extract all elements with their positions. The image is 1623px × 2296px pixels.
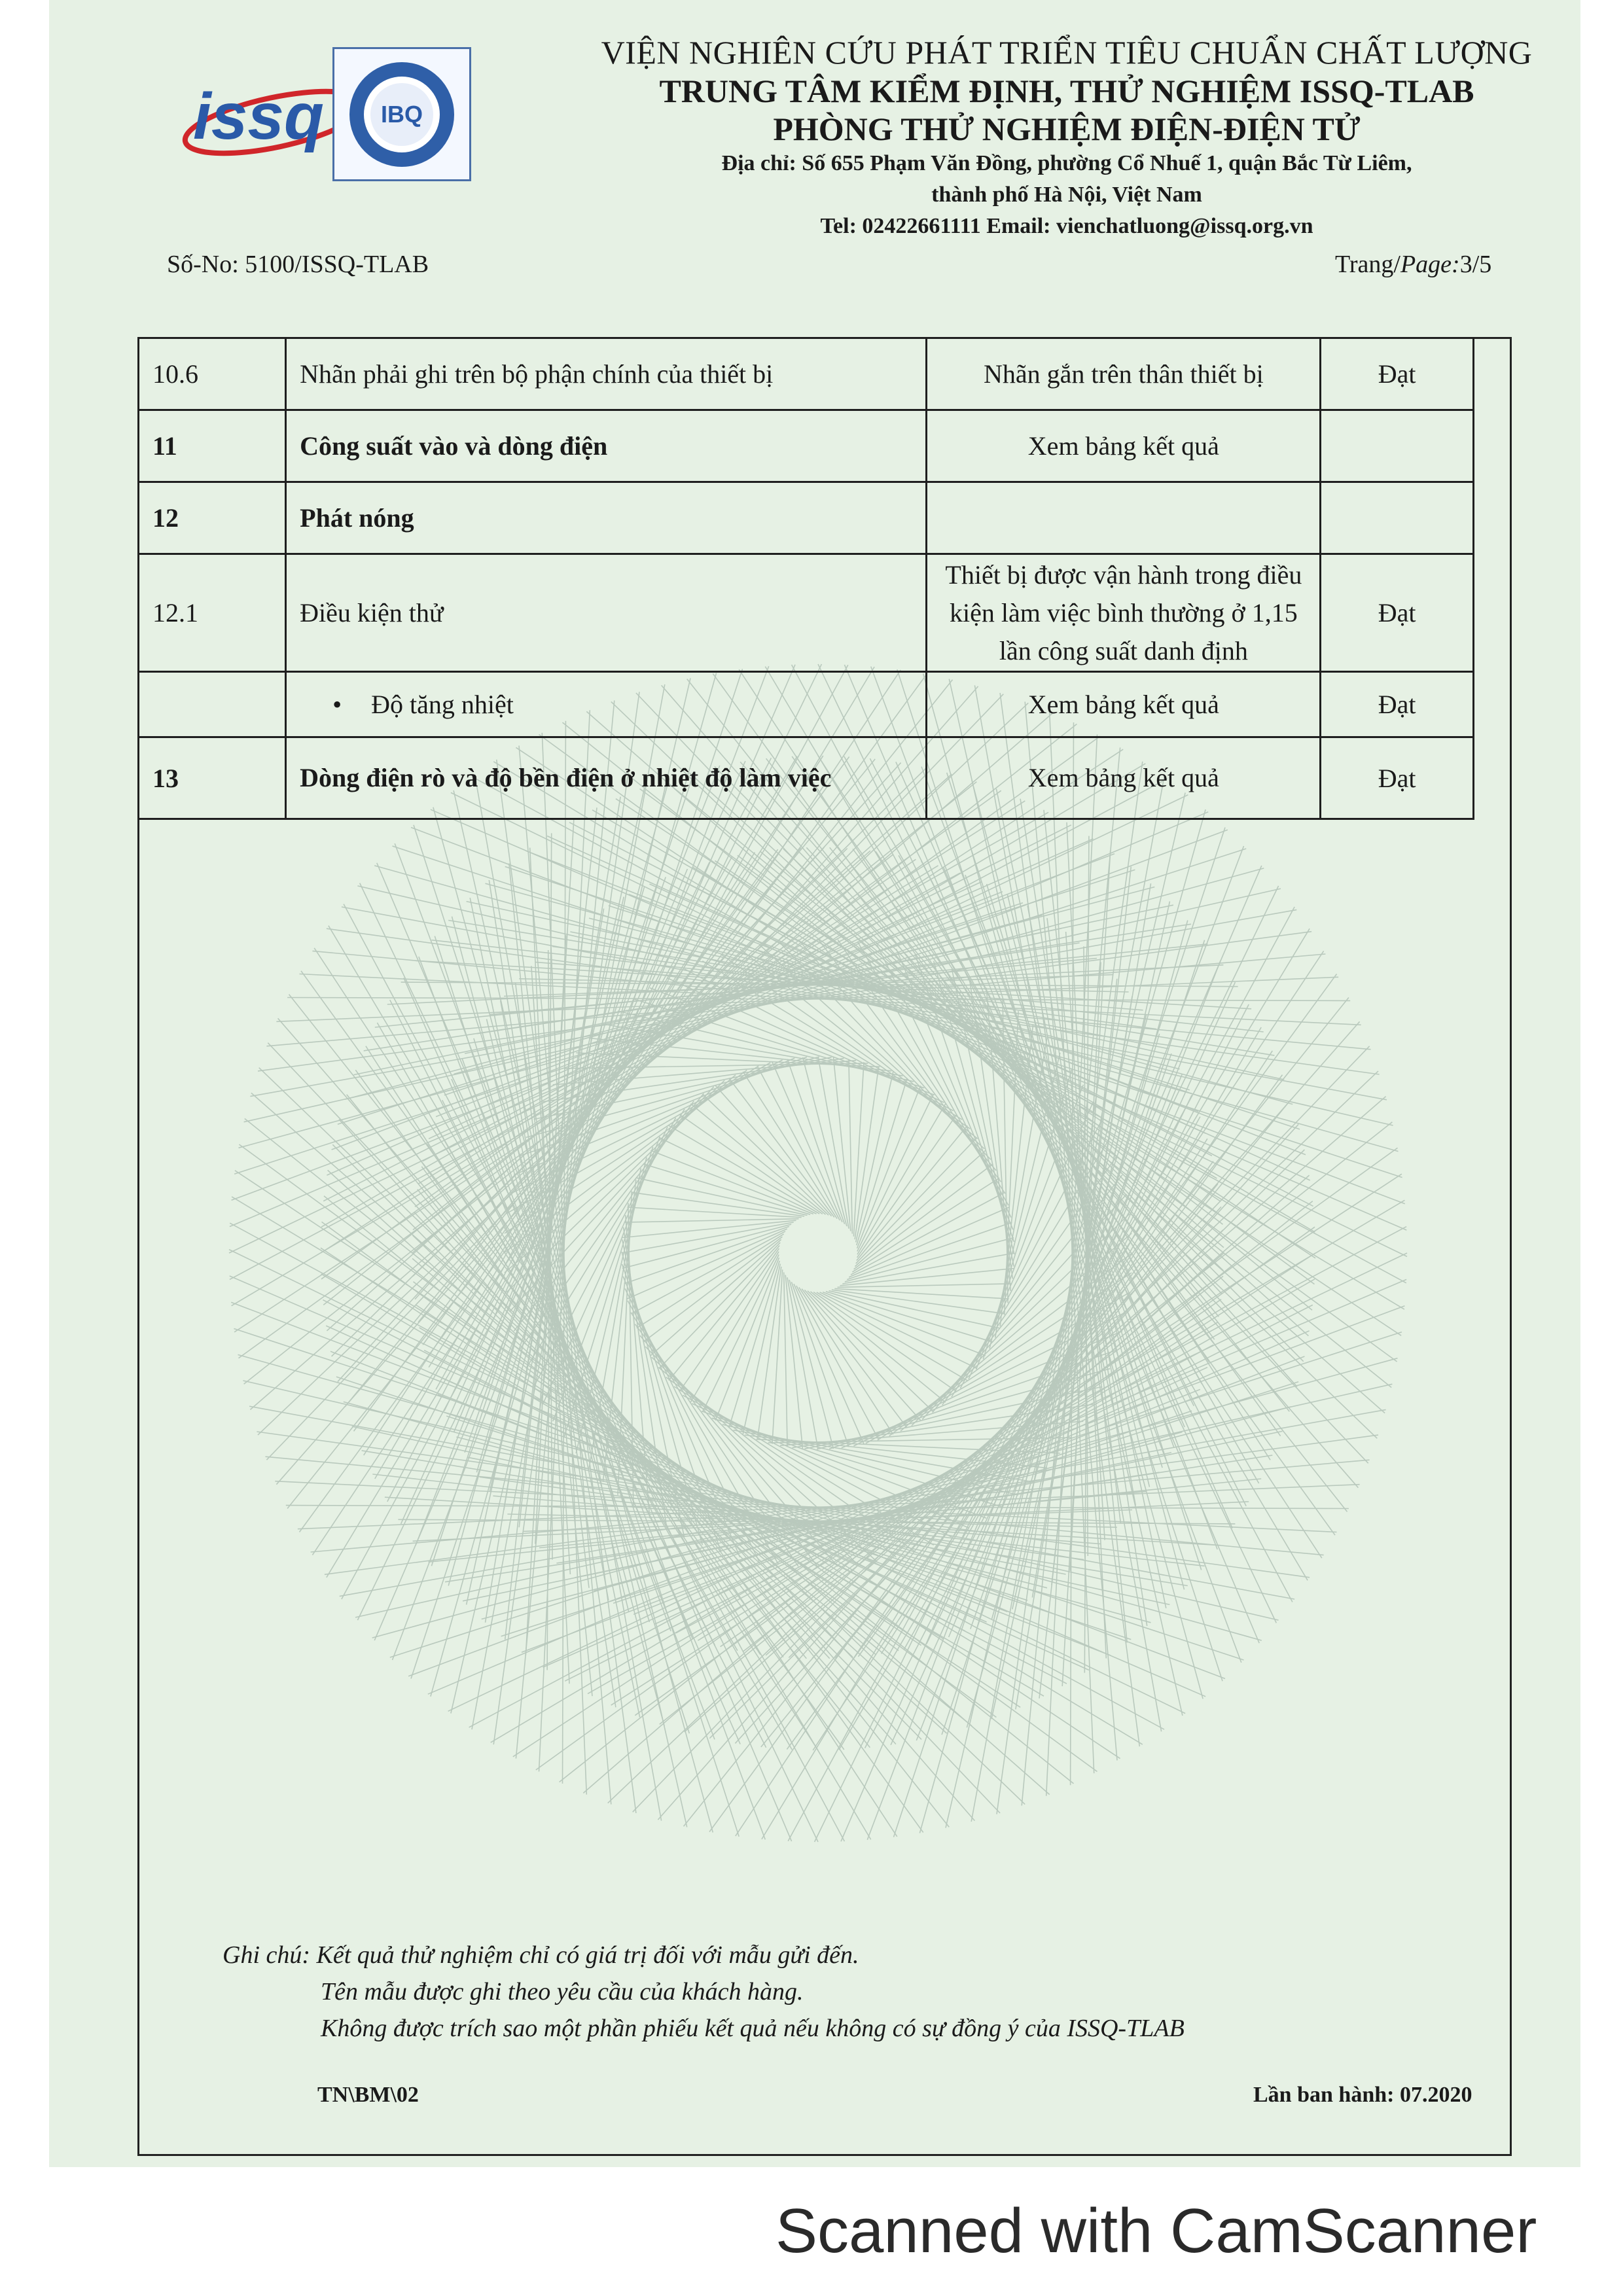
row-result: Xem bảng kết quả [927,410,1321,482]
guilloche-line [857,1125,967,1260]
guilloche-lines [229,664,1407,1842]
row-result: Xem bảng kết quả [927,737,1321,819]
guilloche-line [794,1284,864,1444]
guilloche-line [659,1243,780,1368]
row-result: Xem bảng kết quả [927,672,1321,737]
guilloche-line [838,1284,1012,1287]
row-item: Dòng điện rò và độ bền điện ở nhiệt độ làm việc [286,737,927,819]
issue-date: Lần ban hành: 07.2020 [1253,2083,1472,2107]
row-result: Nhãn gắn trên thân thiết bị [927,338,1321,410]
note-line-2: Tên mẫu được ghi theo yêu cầu của khách hàng. [321,1978,804,2005]
row-result: Thiết bị được vận hành trong điều kiện làm việc bình thường ở 1,15 lần công suất danh định [927,554,1321,672]
results-table [137,337,1474,820]
guilloche-line [804,1290,920,1420]
camscanner-watermark: Scanned with CamScanner [776,2196,1537,2266]
note-line-3: Không được trích sao một phần phiếu kết quả nếu không có sự đồng ý của ISSQ-TLAB [321,2015,1185,2042]
guilloche-line [624,1219,799,1222]
table-row [139,410,1474,482]
guilloche-line [651,1150,813,1214]
guilloche-line [715,1258,779,1421]
row-item: Phát nóng [286,482,927,554]
guilloche-line [622,1220,796,1237]
guilloche-line [849,1207,1009,1277]
ibq-seal-box [332,47,471,181]
row-verdict: Đạt [1321,338,1474,410]
row-item: Công suất vào và dòng điện [286,410,927,482]
guilloche-line [856,1138,977,1263]
row-number: 10.6 [139,338,286,410]
contact-line: Tel: 02422661111 Email: vienchatluong@issq.org.vn [820,214,1313,238]
guilloche-line [849,1059,852,1234]
guilloche-line [855,1150,985,1266]
guilloche-line [772,1062,842,1222]
row-item: • Độ tăng nhiệt [286,672,927,737]
logo-area [124,47,471,185]
row-item: Nhãn phải ghi trên bộ phận chính của thiết bị [286,338,927,410]
row-number: 12.1 [139,554,286,672]
row-verdict: Đạt [1321,737,1474,819]
ibq-seal-text: IBQ [380,101,423,128]
row-verdict [1321,482,1474,554]
institute-name: VIỆN NGHIÊN CỨU PHÁT TRIỂN TIÊU CHUẨN CHẤT LƯỢNG [601,34,1533,71]
table-row [139,672,1474,737]
page-label-italic: Page: [1400,251,1460,278]
guilloche-line [840,1269,1014,1286]
guilloche-line [857,1086,921,1248]
ibq-seal [334,49,469,179]
guilloche-line [785,1275,802,1449]
guilloche-line [826,1292,993,1342]
guilloche-line [627,1229,787,1299]
table-row [139,338,1474,410]
row-result [927,482,1321,554]
table-row [139,737,1474,819]
row-number: 13 [139,737,286,819]
row-number [139,672,286,737]
page-value: 3/5 [1459,251,1492,278]
guilloche-line [729,1261,779,1428]
guilloche-line [823,1292,986,1356]
guilloche-line [703,1094,829,1215]
issq-logo-text: issq [193,80,325,153]
row-verdict: Đạt [1321,554,1474,672]
guilloche-line [669,1246,779,1381]
guilloche-line [651,1239,781,1355]
row-item: Điều kiện thử [286,554,927,672]
address-line-1: Địa chỉ: Số 655 Phạm Văn Đồng, phường Cổ Nhuế 1, quận Bắc Từ Liêm, [721,151,1412,175]
guilloche-line [643,1164,810,1214]
center-name: TRUNG TÂM KIỂM ĐỊNH, THỬ NGHIỆM ISSQ-TLAB [659,73,1474,109]
guilloche-line [834,1057,851,1231]
table-row [139,554,1474,672]
letterhead [497,33,1623,242]
guilloche-line [811,1292,946,1402]
guilloche-line [857,1078,907,1245]
row-verdict [1321,410,1474,482]
lab-name: PHÒNG THỬ NGHIỆM ĐIỆN-ĐIỆN TỬ [773,111,1361,147]
row-number: 11 [139,410,286,482]
row-verdict: Đạt [1321,672,1474,737]
address-line-2: thành phố Hà Nội, Việt Nam [931,183,1202,207]
guilloche-line [808,1291,933,1412]
guilloche-line [469,1227,1407,1727]
guilloche-line [690,1104,825,1214]
table-row [139,482,1474,554]
document-number: Số-No: 5100/ISSQ-TLAB [167,251,429,278]
guilloche-line [784,1273,787,1447]
form-code: TN\BM\02 [317,2083,419,2107]
row-number: 12 [139,482,286,554]
guilloche-line [715,1086,831,1216]
notes-block [223,1937,1185,2047]
guilloche-pattern [209,648,1427,1858]
page-number [1335,250,1491,279]
page-label: Trang/ [1335,251,1400,278]
note-line-1: Ghi chú: Kết quả thử nghiệm chỉ có giá trị đối với mẫu gửi đến. [223,1941,859,1969]
